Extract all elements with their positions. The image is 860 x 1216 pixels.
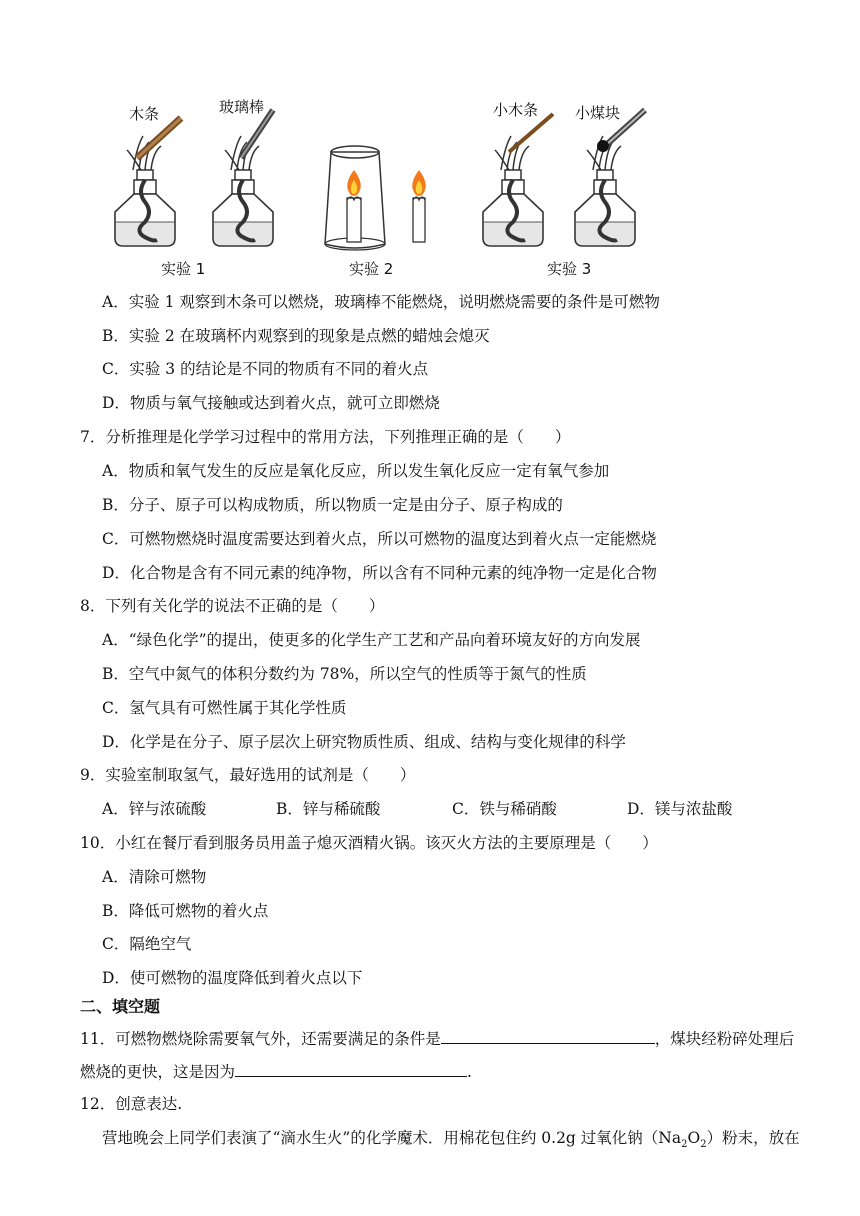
experiment-figure [95, 88, 675, 284]
q12-sub-2: 2 [700, 1139, 707, 1151]
label-wood-strip: 木条 [129, 105, 160, 123]
q6-option-a: A．实验 1 观察到木条可以燃烧，玻璃棒不能燃烧，说明燃烧需要的条件是可燃物 [102, 293, 660, 311]
label-glass-rod: 玻璃棒 [219, 98, 265, 116]
q8-option-b: B．空气中氮气的体积分数约为 78%，所以空气的性质等于氮气的性质 [102, 665, 587, 683]
q12-sub-1: 2 [681, 1139, 688, 1151]
q11-line2 [80, 1060, 472, 1082]
q12-text-a: 营地晚会上同学们表演了“滴水生火”的化学魔术．用棉花包住约 0.2g 过氧化钠（Na [102, 1129, 682, 1147]
q7-option-c: C．可燃物燃烧时温度需要达到着火点，所以可燃物的温度达到着火点一定能燃烧 [102, 530, 657, 548]
q9-option-b: B．锌与稀硫酸 [276, 800, 381, 818]
q9-option-c: C．铁与稀硝酸 [452, 800, 557, 818]
q7-option-a: A．物质和氧气发生的反应是氧化反应，所以发生氧化反应一定有氧气参加 [102, 462, 610, 480]
q9-stem: 9．实验室制取氢气，最好选用的试剂是（ ） [80, 766, 416, 784]
q11-line1 [80, 1027, 794, 1049]
label-small-wood: 小木条 [493, 101, 539, 119]
q11-text-4: . [467, 1063, 472, 1081]
q7-option-d: D．化合物是含有不同元素的纯净物，所以含有不同种元素的纯净物一定是化合物 [102, 564, 657, 582]
q8-stem: 8．下列有关化学的说法不正确的是（ ） [80, 597, 385, 615]
q11-text-2: ，煤块经粉碎处理后 [654, 1030, 795, 1048]
q12-stem: 12．创意表达. [80, 1095, 183, 1113]
q8-option-a: A．“绿色化学”的提出，使更多的化学生产工艺和产品向着环境友好的方向发展 [102, 631, 641, 649]
label-experiment-1: 实验 1 [161, 260, 206, 278]
section-heading: 二、填空题 [80, 997, 161, 1016]
q6-option-d: D．物质与氧气接触或达到着火点，就可立即燃烧 [102, 394, 440, 412]
label-experiment-3: 实验 3 [547, 260, 592, 278]
q11-text-3: 燃烧的更快，这是因为 [80, 1063, 236, 1081]
q8-option-d: D．化学是在分子、原子层次上研究物质性质、组成、结构与变化规律的科学 [102, 733, 626, 751]
q9-option-a: A．锌与浓硫酸 [102, 800, 207, 818]
q10-option-d: D．使可燃物的温度降低到着火点以下 [102, 969, 363, 987]
q11-blank-2[interactable] [235, 1060, 467, 1077]
q7-option-b: B．分子、原子可以构成物质，所以物质一定是由分子、原子构成的 [102, 496, 563, 514]
q11-blank-1[interactable] [441, 1027, 655, 1044]
q10-option-a: A．清除可燃物 [102, 868, 207, 886]
q7-stem: 7．分析推理是化学学习过程中的常用方法，下列推理正确的是（ ） [80, 428, 571, 446]
q6-option-c: C．实验 3 的结论是不同的物质有不同的着火点 [102, 360, 429, 378]
q6-option-b: B．实验 2 在玻璃杯内观察到的现象是点燃的蜡烛会熄灭 [102, 327, 490, 345]
label-experiment-2: 实验 2 [349, 260, 394, 278]
q10-option-c: C．隔绝空气 [102, 935, 192, 953]
q11-text-1: 11．可燃物燃烧除需要氧气外，还需要满足的条件是 [80, 1030, 441, 1048]
q8-option-c: C．氢气具有可燃性属于其化学性质 [102, 699, 347, 717]
label-small-coal: 小煤块 [575, 104, 621, 122]
q9-option-d: D．镁与浓盐酸 [627, 800, 733, 818]
q10-option-b: B．降低可燃物的着火点 [102, 902, 269, 920]
q12-text-b: O [687, 1129, 701, 1147]
q12-paragraph [102, 1128, 800, 1155]
q12-text-c: ）粉末，放在 [706, 1129, 800, 1147]
q10-stem: 10．小红在餐厅看到服务员用盖子熄灭酒精火锅。该灭火方法的主要原理是（ ） [80, 834, 658, 852]
